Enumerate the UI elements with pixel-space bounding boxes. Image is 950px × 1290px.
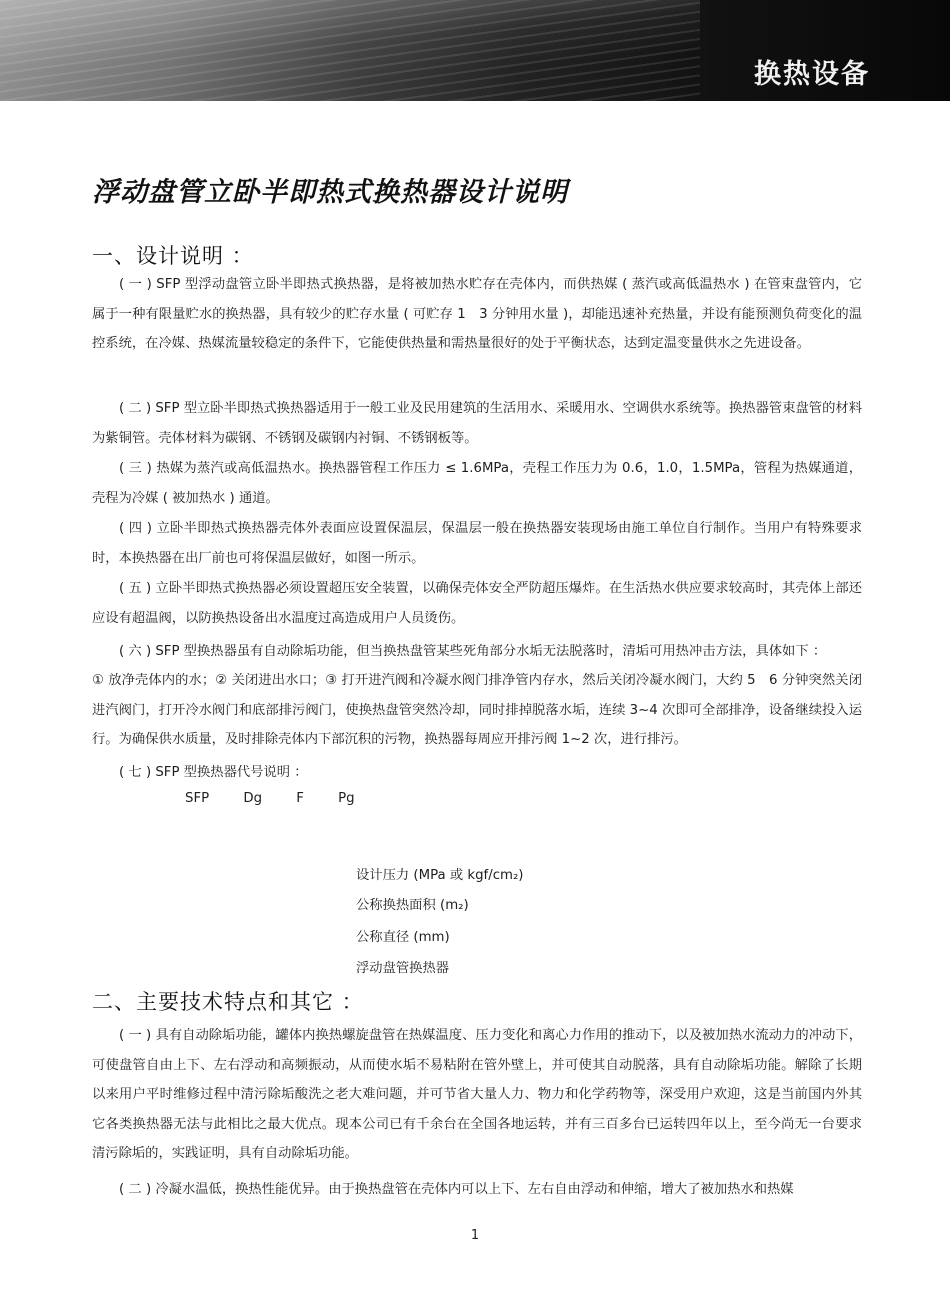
page-number: 1 [470,1228,480,1243]
legend-product-name: 浮动盘管换热器 [356,961,450,976]
section-2-heading: 二、主要技术特点和其它 ： [92,990,364,1014]
legend-diameter: 公称直径 (mm) [356,930,450,945]
paragraph-1-7: ( 七 ) SFP 型换热器代号说明 ： [119,765,308,780]
paragraph-1-2: ( 二 ) SFP 型立卧半即热式换热器适用于一般工业及民用建筑的生活用水、采暖用水、空调供水系统等。换热器管束盘管的材料为紫铜管。壳体材料为碳钢、不锈钢及碳钢内衬铜、不锈钢板等。 [92,401,862,446]
paragraph-2-2: ( 二 ) 冷凝水温低，换热性能优异。由于换热盘管在壳体内可以上下、左右自由浮动和伸缩，增大了被加热水和热媒 [119,1182,794,1197]
model-code [185,791,371,806]
category-label: 换热设备 [754,59,870,90]
code-dg: Dg [243,791,263,806]
paragraph-1-5: ( 五 ) 立卧半即热式换热器必须设置超压安全装置，以确保壳体安全严防超压爆炸。在生活热水供应要求较高时，其壳体上部还应设有超温阀，以防换热设备出水温度过高造成用户人员烫伤。 [92,581,862,626]
legend-design-pressure: 设计压力 (MPa 或 kgf/cm₂) [356,868,524,883]
banner-pipes-graphic [0,0,700,101]
page-title: 浮动盘管立卧半即热式换热器设计说明 [92,177,568,208]
code-pg: Pg [338,791,355,806]
code-f: F [296,791,304,806]
section-1-heading: 一、设计说明 ： [92,244,254,268]
header-banner [0,0,950,101]
code-sfp: SFP [185,791,210,806]
paragraph-1-1: ( 一 ) SFP 型浮动盘管立卧半即热式换热器，是将被加热水贮存在壳体内，而供热媒 ( 蒸汽或高低温热水 ) 在管束盘管内，它属于一种有限量贮水的换热器，具有较少的贮存水量 ( 可贮存 1 3 分钟用水量 )，却能迅速补充热量，并设有能预测负荷变化的温控系统，在冷媒、热媒流量较稳定的条件下，它能使供热量和需热量很好的处于平衡状态，达到定温变量供水之先进设备。 [92,277,862,351]
paragraph-1-6-steps: ① 放净壳体内的水；② 关闭进出水口；③ 打开进汽阀和冷凝水阀门排净管内存水，然后关闭冷凝水阀门，大约 5 6 分钟突然关闭进汽阀门，打开冷水阀门和底部排污阀门，使换热盘管突然冷却，同时排掉脱落水垢，连续 3~4 次即可全部排净，设备继续投入运行。为确保供水质量，及时排除壳体内下部沉积的污物，换热器每周应开排污阀 1~2 次，进行排污。 [92,673,862,747]
paragraph-1-4: ( 四 ) 立卧半即热式换热器壳体外表面应设置保温层，保温层一般在换热器安装现场由施工单位自行制作。当用户有特殊要求时，本换热器在出厂前也可将保温层做好，如图一所示。 [92,521,862,566]
legend-heat-area: 公称换热面积 (m₂) [356,898,469,913]
paragraph-1-6: ( 六 ) SFP 型换热器虽有自动除垢功能，但当换热盘管某些死角部分水垢无法脱落时，清垢可用热冲击方法，具体如下 ： [119,644,827,659]
paragraph-2-1: ( 一 ) 具有自动除垢功能，罐体内换热螺旋盘管在热媒温度、压力变化和离心力作用的推动下，以及被加热水流动力的冲动下，可使盘管自由上下、左右浮动和高频振动，从而使水垢不易粘附在管外壁上，并可使其自动脱落，具有自动除垢功能。解除了长期以来用户平时维修过程中清污除垢酸洗之老大难问题，并可节省大量人力、物力和化学药物等，深受用户欢迎，这是当前国内外其它各类换热器无法与此相比之最大优点。现本公司已有千余台在全国各地运转，并有三百多台已运转四年以上，至今尚无一台要求清污除垢的，实践证明，具有自动除垢功能。 [92,1028,862,1161]
paragraph-1-3: ( 三 ) 热媒为蒸汽或高低温热水。换热器管程工作压力 ≤ 1.6MPa，壳程工作压力为 0.6，1.0，1.5MPa，管程为热媒通道，壳程为冷媒 ( 被加热水 ) 通道。 [92,461,862,506]
